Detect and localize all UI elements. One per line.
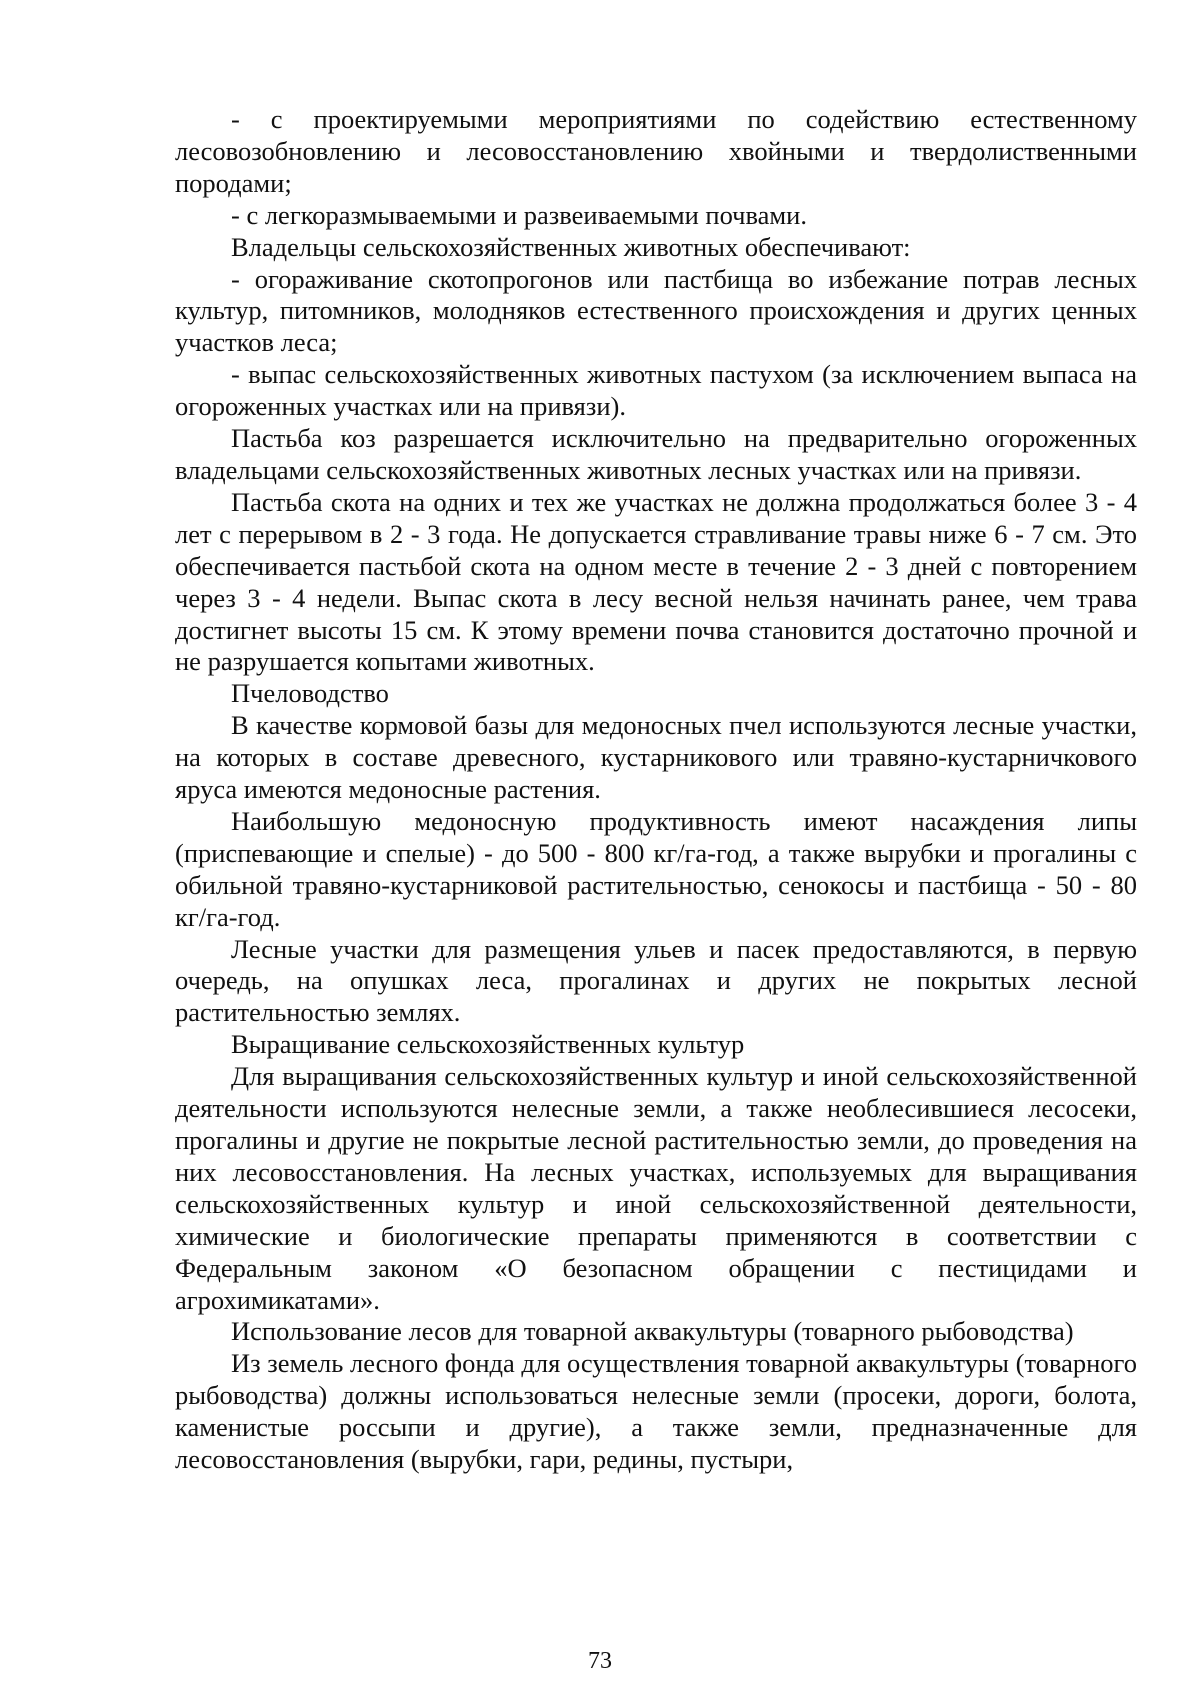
paragraph-goats-grazing: Пастьба коз разрешается исключительно на предварительно огороженных владельцами сельскохозяйственных животных лесных участках или на привязи. — [175, 423, 1137, 485]
paragraph-apiary-placement: Лесные участки для размещения ульев и пасек предоставляются, в первую очередь, на опушках леса, прогалинах и других не покрытых лесной растительностью землях. — [175, 933, 1137, 1028]
paragraph-measures-list-item: - с проектируемыми мероприятиями по содействию естественному лесовозобновлению и лесовосстановлению хвойными и твердолиственными породами; — [175, 104, 1137, 198]
paragraph-cattle-grazing: Пастьба скота на одних и тех же участках не должна продолжаться более 3 - 4 лет с перерывом в 2 - 3 года. Не допускается стравливание травы ниже 6 - 7 см. Это обеспечивается пастьбой скота на одном месте в течение 2 - 3 дней с повторением через 3 - 4 недели. Выпас скота в лесу весной нельзя начинать ранее, чем трава достигнет высоты 15 см. К этому времени почва становится достаточно прочной и не разрушается копытами животных. — [175, 486, 1137, 677]
paragraph-aquaculture-lands: Из земель лесного фонда для осуществления товарной аквакультуры (товарного рыбоводства) должны использоваться нелесные земли (просеки, дороги, болота, каменистые россыпи и другие), а также земли, предназначенные для лесовосстановления (вырубки, гари, редины, пустыри, — [175, 1348, 1137, 1475]
paragraph-bee-forage: В качестве кормовой базы для медоносных пчел используются лесные участки, на которых в составе древесного, кустарникового или травяно-кустарничкового яруса имеются медоносные растения. — [175, 710, 1137, 805]
section-heading-beekeeping: Пчеловодство — [231, 678, 389, 709]
paragraph-crop-lands: Для выращивания сельскохозяйственных культур и иной сельскохозяйственной деятельности используются нелесные земли, а также необлесившиеся лесосеки, прогалины и другие не покрытые лесной растительностью земли, до проведения на них лесовосстановления. На лесных участках, используемых для выращивания сельскохозяйственных культур и иной сельскохозяйственной деятельности, химические и биологические препараты применяются в соответствии с Федеральным законом «О безопасном обращении с пестицидами и агрохимикатами». — [175, 1061, 1137, 1315]
paragraph-grazing-list-item: - выпас сельскохозяйственных животных пастухом (за исключением выпаса на огороженных участках или на привязи). — [175, 359, 1137, 422]
paragraph-honey-productivity: Наибольшую медоносную продуктивность имеют насаждения липы (приспевающие и спелые) - до 500 - 800 кг/га-год, а также вырубки и прогалины с обильной травяно-кустарниковой растительностью, сенокосы и пастбища - 50 - 80 кг/га-год. — [175, 805, 1137, 932]
paragraph-soils-list-item: - с легкоразмываемыми и развеиваемыми почвами. — [231, 199, 807, 230]
paragraph-fencing-list-item: - огораживание скотопрогонов или пастбища во избежание потрав лесных культур, питомников, молодняков естественного происхождения и других ценных участков леса; — [175, 263, 1137, 358]
section-heading-crop-growing: Выращивание сельскохозяйственных культур — [231, 1029, 745, 1060]
paragraph-owners-obligations: Владельцы сельскохозяйственных животных обеспечивают: — [231, 231, 911, 262]
section-heading-aquaculture: Использование лесов для товарной аквакультуры (товарного рыбоводства) — [231, 1316, 1074, 1347]
page-number: 73 — [588, 1648, 612, 1674]
document-body — [175, 104, 1137, 1476]
